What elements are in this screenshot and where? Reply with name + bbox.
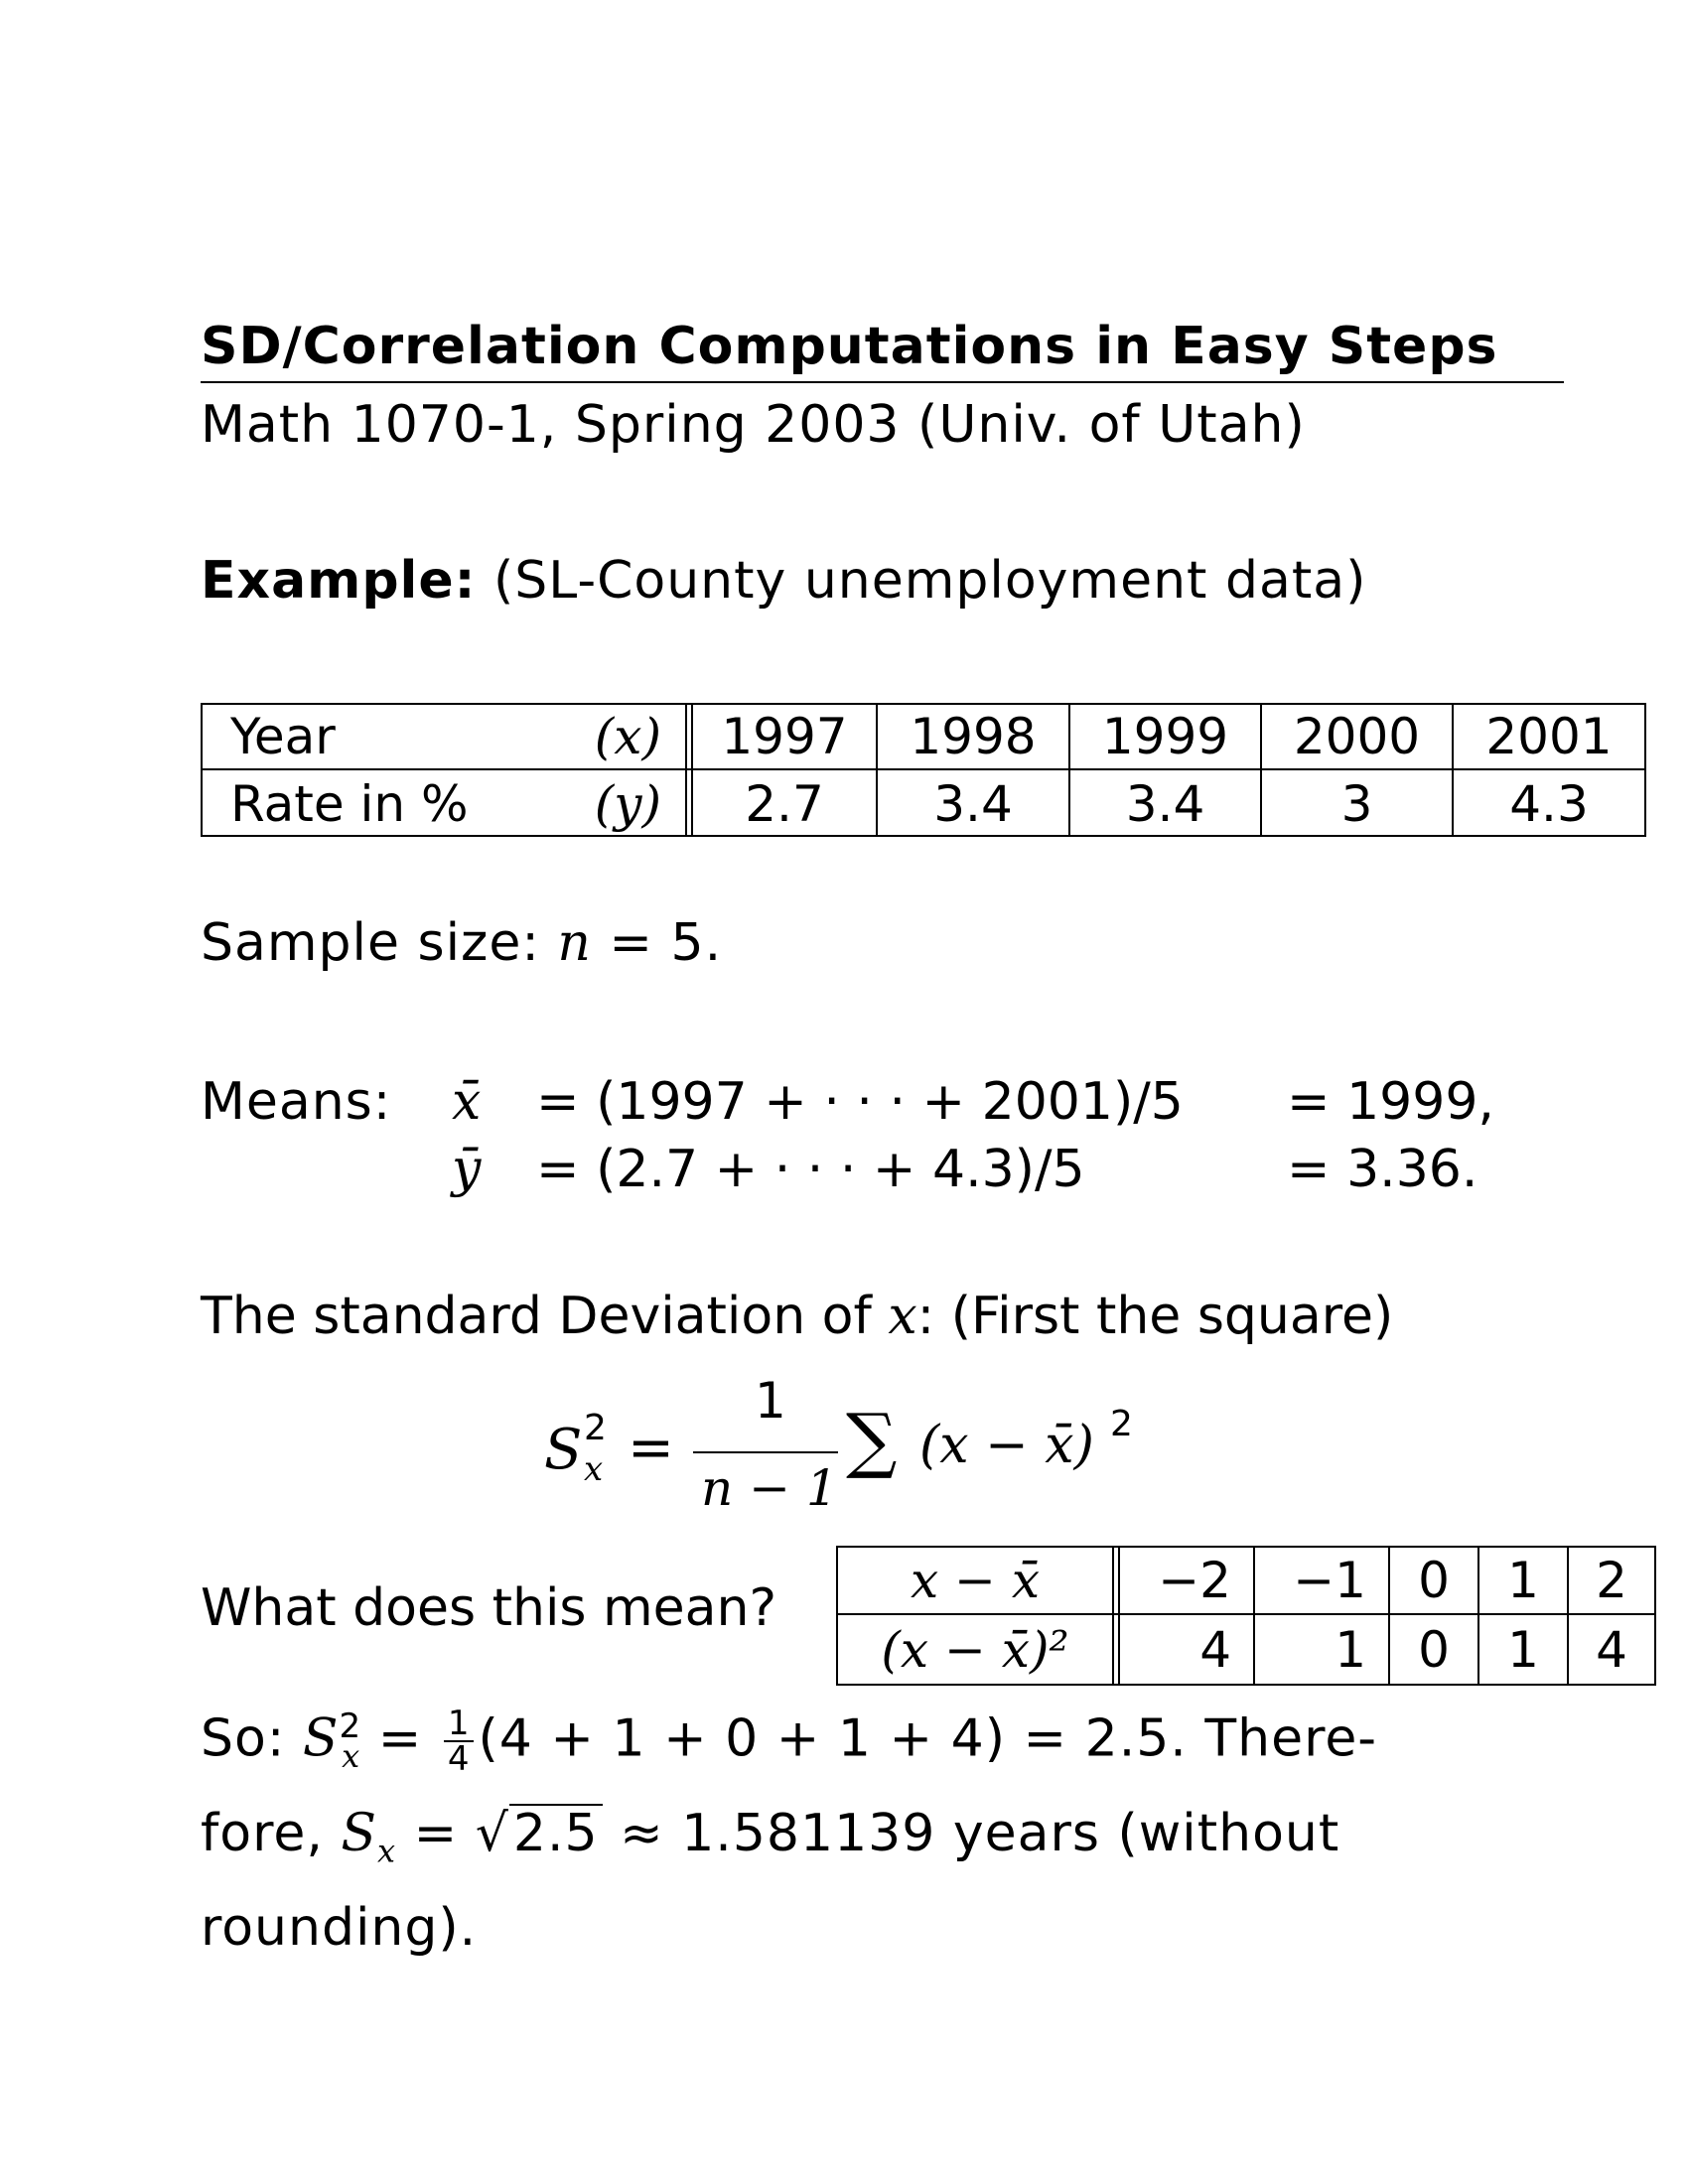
y-bar-var: ȳ xyxy=(452,1140,482,1199)
means-label: Means: xyxy=(201,1072,392,1132)
x-bar-var: x̄ xyxy=(452,1072,482,1132)
sx-var: S xyxy=(341,1803,378,1863)
double-rule xyxy=(1112,1548,1120,1615)
sx-sub: x xyxy=(377,1832,397,1870)
formula-s: S xyxy=(544,1418,583,1482)
page-title: SD/Correlation Computations in Easy Steps xyxy=(201,316,1564,383)
deviation-table xyxy=(836,1546,1656,1686)
rate-cell: 3.4 xyxy=(878,770,1070,837)
sample-size-text: Sample size: xyxy=(201,913,540,973)
table-row-label-year xyxy=(203,705,685,770)
deviation-cell: 1 xyxy=(1479,1548,1569,1615)
fore-text: fore, xyxy=(201,1803,324,1863)
formula-sub: x xyxy=(584,1449,604,1489)
formula-numerator: 1 xyxy=(755,1372,786,1430)
x-mean-result: = 1999, xyxy=(1287,1072,1494,1132)
equals-sign: = xyxy=(413,1803,459,1863)
square-cell: 1 xyxy=(1255,1615,1390,1684)
rate-label: Rate in % xyxy=(230,774,469,833)
y-mean-expression: = (2.7 + · · · + 4.3)/5 xyxy=(536,1140,1085,1199)
example-label: Example: xyxy=(201,551,477,611)
sum-symbol: ∑ xyxy=(846,1398,898,1481)
approx-result: ≈ 1.581139 years (without xyxy=(620,1803,1340,1863)
unemployment-data-table xyxy=(201,703,1646,837)
fraction-bar xyxy=(693,1451,838,1453)
y-mean-result: = 3.36. xyxy=(1287,1140,1478,1199)
year-var: (x) xyxy=(594,708,661,765)
variance-formula xyxy=(544,1372,1160,1529)
std-dev-text-after: : (First the square) xyxy=(916,1287,1394,1346)
example-description: (SL-County unemployment data) xyxy=(492,551,1367,611)
deviation-cell: 2 xyxy=(1569,1548,1654,1615)
frac-num: 1 xyxy=(444,1706,475,1742)
year-cell: 1999 xyxy=(1070,705,1262,770)
rate-cell: 2.7 xyxy=(693,770,878,837)
rate-var: (y) xyxy=(594,774,661,833)
std-dev-text: The standard Deviation of xyxy=(201,1287,872,1346)
example-heading xyxy=(201,551,1366,611)
formula-eq: = xyxy=(628,1416,674,1480)
conclusion-line-1 xyxy=(201,1688,1491,1795)
course-subtitle: Math 1070-1, Spring 2003 (Univ. of Utah) xyxy=(201,395,1306,455)
std-dev-heading xyxy=(201,1287,1393,1346)
sample-size-value: = 5. xyxy=(609,913,723,973)
square-cell: 0 xyxy=(1390,1615,1479,1684)
deviation-cell: −1 xyxy=(1255,1548,1390,1615)
rate-cell: 4.3 xyxy=(1509,774,1589,833)
year-label: Year xyxy=(230,708,336,765)
rounding-text: rounding). xyxy=(201,1898,478,1959)
radicand: 2.5 xyxy=(509,1804,603,1861)
sample-size-line xyxy=(201,913,722,973)
frac-den: 4 xyxy=(447,1739,471,1780)
s-sup: 2 xyxy=(339,1706,362,1746)
double-rule xyxy=(1112,1615,1120,1684)
double-rule xyxy=(685,705,693,770)
s-sub: x xyxy=(342,1736,361,1775)
deviation-cell: 0 xyxy=(1390,1548,1479,1615)
year-cell: 1998 xyxy=(878,705,1070,770)
formula-sup: 2 xyxy=(584,1408,607,1448)
sample-size-var: n xyxy=(557,913,592,973)
square-cell: 4 xyxy=(1120,1615,1255,1684)
dev-row-label: x − x̄ xyxy=(838,1548,1112,1615)
conclusion-paragraph xyxy=(201,1688,1491,1967)
formula-body-sup: 2 xyxy=(1110,1404,1133,1444)
square-cell: 4 xyxy=(1596,1620,1627,1679)
square-root xyxy=(476,1795,603,1872)
year-cell: 1997 xyxy=(693,705,878,770)
sqrt-icon: √ xyxy=(475,1803,509,1863)
sum-expression: (4 + 1 + 0 + 1 + 4) = 2.5. There- xyxy=(478,1708,1378,1769)
year-cell: 2001 xyxy=(1454,705,1644,770)
so-label: So: xyxy=(201,1708,286,1769)
equals-sign: = xyxy=(377,1708,423,1769)
formula-body: (x − x̄) xyxy=(919,1416,1094,1475)
conclusion-line-3 xyxy=(201,1889,1491,1967)
double-rule xyxy=(685,770,693,837)
deviation-cell: −2 xyxy=(1120,1548,1255,1615)
rate-cell: 3 xyxy=(1262,770,1454,837)
square-row-label: (x − x̄)² xyxy=(881,1620,1069,1679)
conclusion-line-2 xyxy=(201,1795,1491,1889)
s-var: S xyxy=(302,1708,340,1769)
year-cell: 2000 xyxy=(1262,705,1454,770)
table-row-label-rate xyxy=(203,770,685,837)
x-mean-expression: = (1997 + · · · + 2001)/5 xyxy=(536,1072,1184,1132)
quarter-fraction xyxy=(444,1704,475,1780)
formula-denominator: n − 1 xyxy=(701,1459,838,1517)
square-cell: 1 xyxy=(1479,1615,1569,1684)
question-text: What does this mean? xyxy=(201,1578,777,1638)
rate-cell: 3.4 xyxy=(1070,770,1262,837)
std-dev-var: x xyxy=(888,1287,917,1346)
